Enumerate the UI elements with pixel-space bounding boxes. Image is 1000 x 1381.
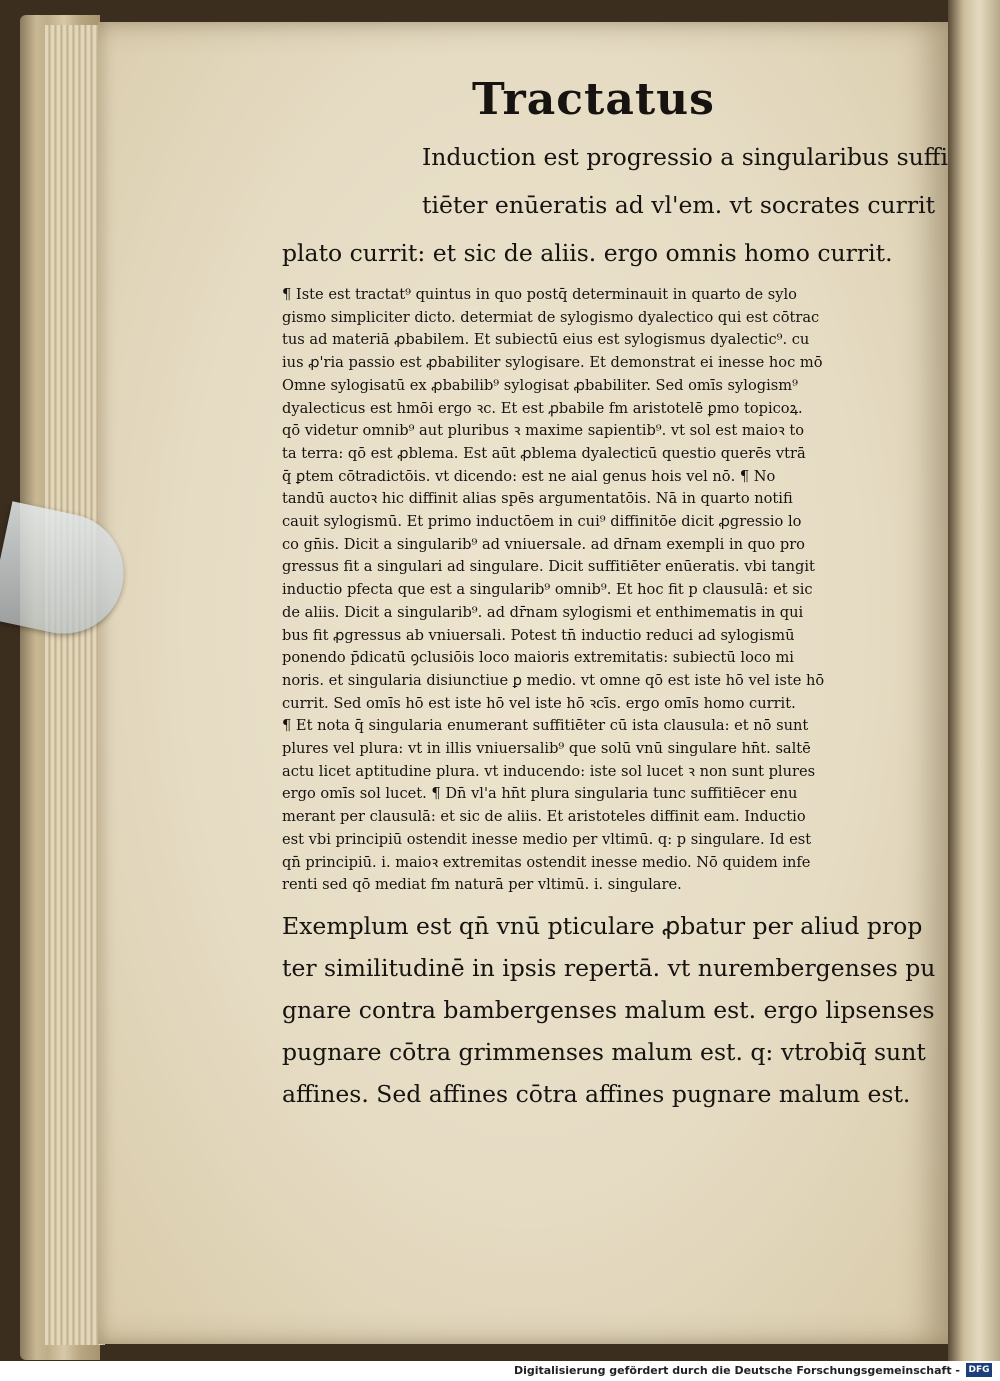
lead-line-1: Induction est progressio a singularibus suffi [422,143,948,171]
commentary-line: noris. et singularia disiunctiue ꝑ medio. vt omne qō est iste hō vel iste hō [282,671,825,689]
commentary-line: ponendo p̄dicatū ꝯclusiōis loco maioris extremitatis: subiectū loco mi [282,649,794,667]
commentary-line: gressus fit a singulari ad singulare. Dicit suffitiēter enūeratis. vbi tangit [282,558,815,576]
example-line: gnare contra bambergenses malum est. ergo lipsenses [282,995,935,1024]
page-stack [45,25,105,1345]
commentary-line: ¶ Iste est tractat⁹ quintus in quo postq̄ determinauit in quarto de sylo [282,286,797,303]
commentary-line: qō videtur omnib⁹ aut pluribus ꝛ maxime sapientib⁹. vt sol est maioꝛ to [282,422,805,440]
example-line: affines. Sed affines cōtra affines pugnare malum est. [282,1079,911,1108]
commentary-line: de aliis. Dicit a singularib⁹. ad dr̄nam sylogismi et enthimematis in qui [282,603,804,621]
commentary [282,284,902,897]
dfg-logo: DFG [966,1363,992,1377]
commentary-line: est vbi principiū ostendit inesse medio per vltimū. q: p singulare. Id est [282,830,812,848]
dfg-credit: Digitalisierung gefördert durch die Deutsche Forschungsgemeinschaft - [513,1364,960,1377]
lead-line-3: plato currit: et sic de aliis. ergo omnis homo currit. [282,239,893,267]
commentary-line: cauit sylogismū. Et primo inductōem in cui⁹ diffinitōe dicit ꝓgressio lo [282,513,802,531]
example-line: pugnare cōtra grimmenses malum est. q: vtrobiq̄ sunt [282,1037,926,1066]
commentary-line: qn̄ principiū. i. maioꝛ extremitas ostendit inesse medio. Nō quidem infe [282,853,811,871]
commentary-line: co gn̄is. Dicit a singularib⁹ ad vniuersale. ad dr̄nam exempli in quo pro [282,535,805,553]
commentary-line: gismo simpliciter dicto. determiat de sylogismo dyalectico qui est cōtrac [282,308,820,326]
commentary-line: renti sed qō mediat fm naturā per vltimū. i. singulare. [282,876,682,894]
book-gutter [948,0,1000,1361]
lead-line-2: tiēter enūeratis ad vl'em. vt socrates currit [422,191,936,219]
commentary-line: ta terra: qō est ꝓblema. Est aūt ꝓblema dyalecticū questio querēs vtrā [282,444,806,462]
commentary-line: ius ꝓ'ria passio est ꝓbabiliter sylogisare. Et demonstrat ei inesse hoc mō [282,354,823,372]
example-line: Exemplum est qn̄ vnū pticulare ꝓbatur per aliud prop [282,911,923,940]
commentary-line: merant per clausulā: et sic de aliis. Et aristoteles diffinit eam. Inductio [282,808,806,826]
page-text [282,70,948,1115]
commentary-line: actu licet aptitudine plura. vt inducendo: iste sol lucet ꝛ non sunt plures [282,762,816,780]
commentary-line: tandū auctoꝛ hic diffinit alias spēs argumentatōis. Nā in quarto notifi [282,490,793,508]
commentary-line: bus fit ꝓgressus ab vniuersali. Potest tn̄ inductio reduci ad sylogismū [282,626,795,644]
commentary-line: ¶ Et nota q̄ singularia enumerant suffitiēter cū ista clausula: et nō sunt [282,717,809,735]
page-title: Tractatus [472,74,715,125]
commentary-line: currit. Sed omīs hō est iste hō vel iste hō ꝛcīs. ergo omīs homo currit. [282,694,796,712]
example-paragraph [282,905,936,1115]
commentary-line: q̄ ꝑtem cōtradictōis. vt dicendo: est ne aial genus hois vel nō. ¶ No [282,467,776,485]
commentary-line: plures vel plura: vt in illis vniuersalib⁹ que solū vnū singulare hn̄t. saltē [282,740,811,758]
commentary-line: tus ad materiā ꝓbabilem. Et subiectū eius est sylogismus dyalectic⁹. cu [282,331,810,349]
commentary-line: ergo omīs sol lucet. ¶ Dn̄ vl'a hn̄t plura singularia tunc suffitiēcer enu [282,785,798,803]
commentary-line: dyalecticus est hmōi ergo ꝛc. Et est ꝓbabile fm aristotelē ꝑmo topicoꝝ. [282,399,803,417]
commentary-line: inductio pfecta que est a singularib⁹ omnib⁹. Et hoc fit p clausulā: et sic [282,581,813,599]
commentary-line: Omne sylogisatū ex ꝓbabilib⁹ sylogisat ꝓbabiliter. Sed omīs sylogism⁹ [282,376,798,394]
example-line: ter similitudinē in ipsis repertā. vt nurembergenses pu [282,953,936,982]
